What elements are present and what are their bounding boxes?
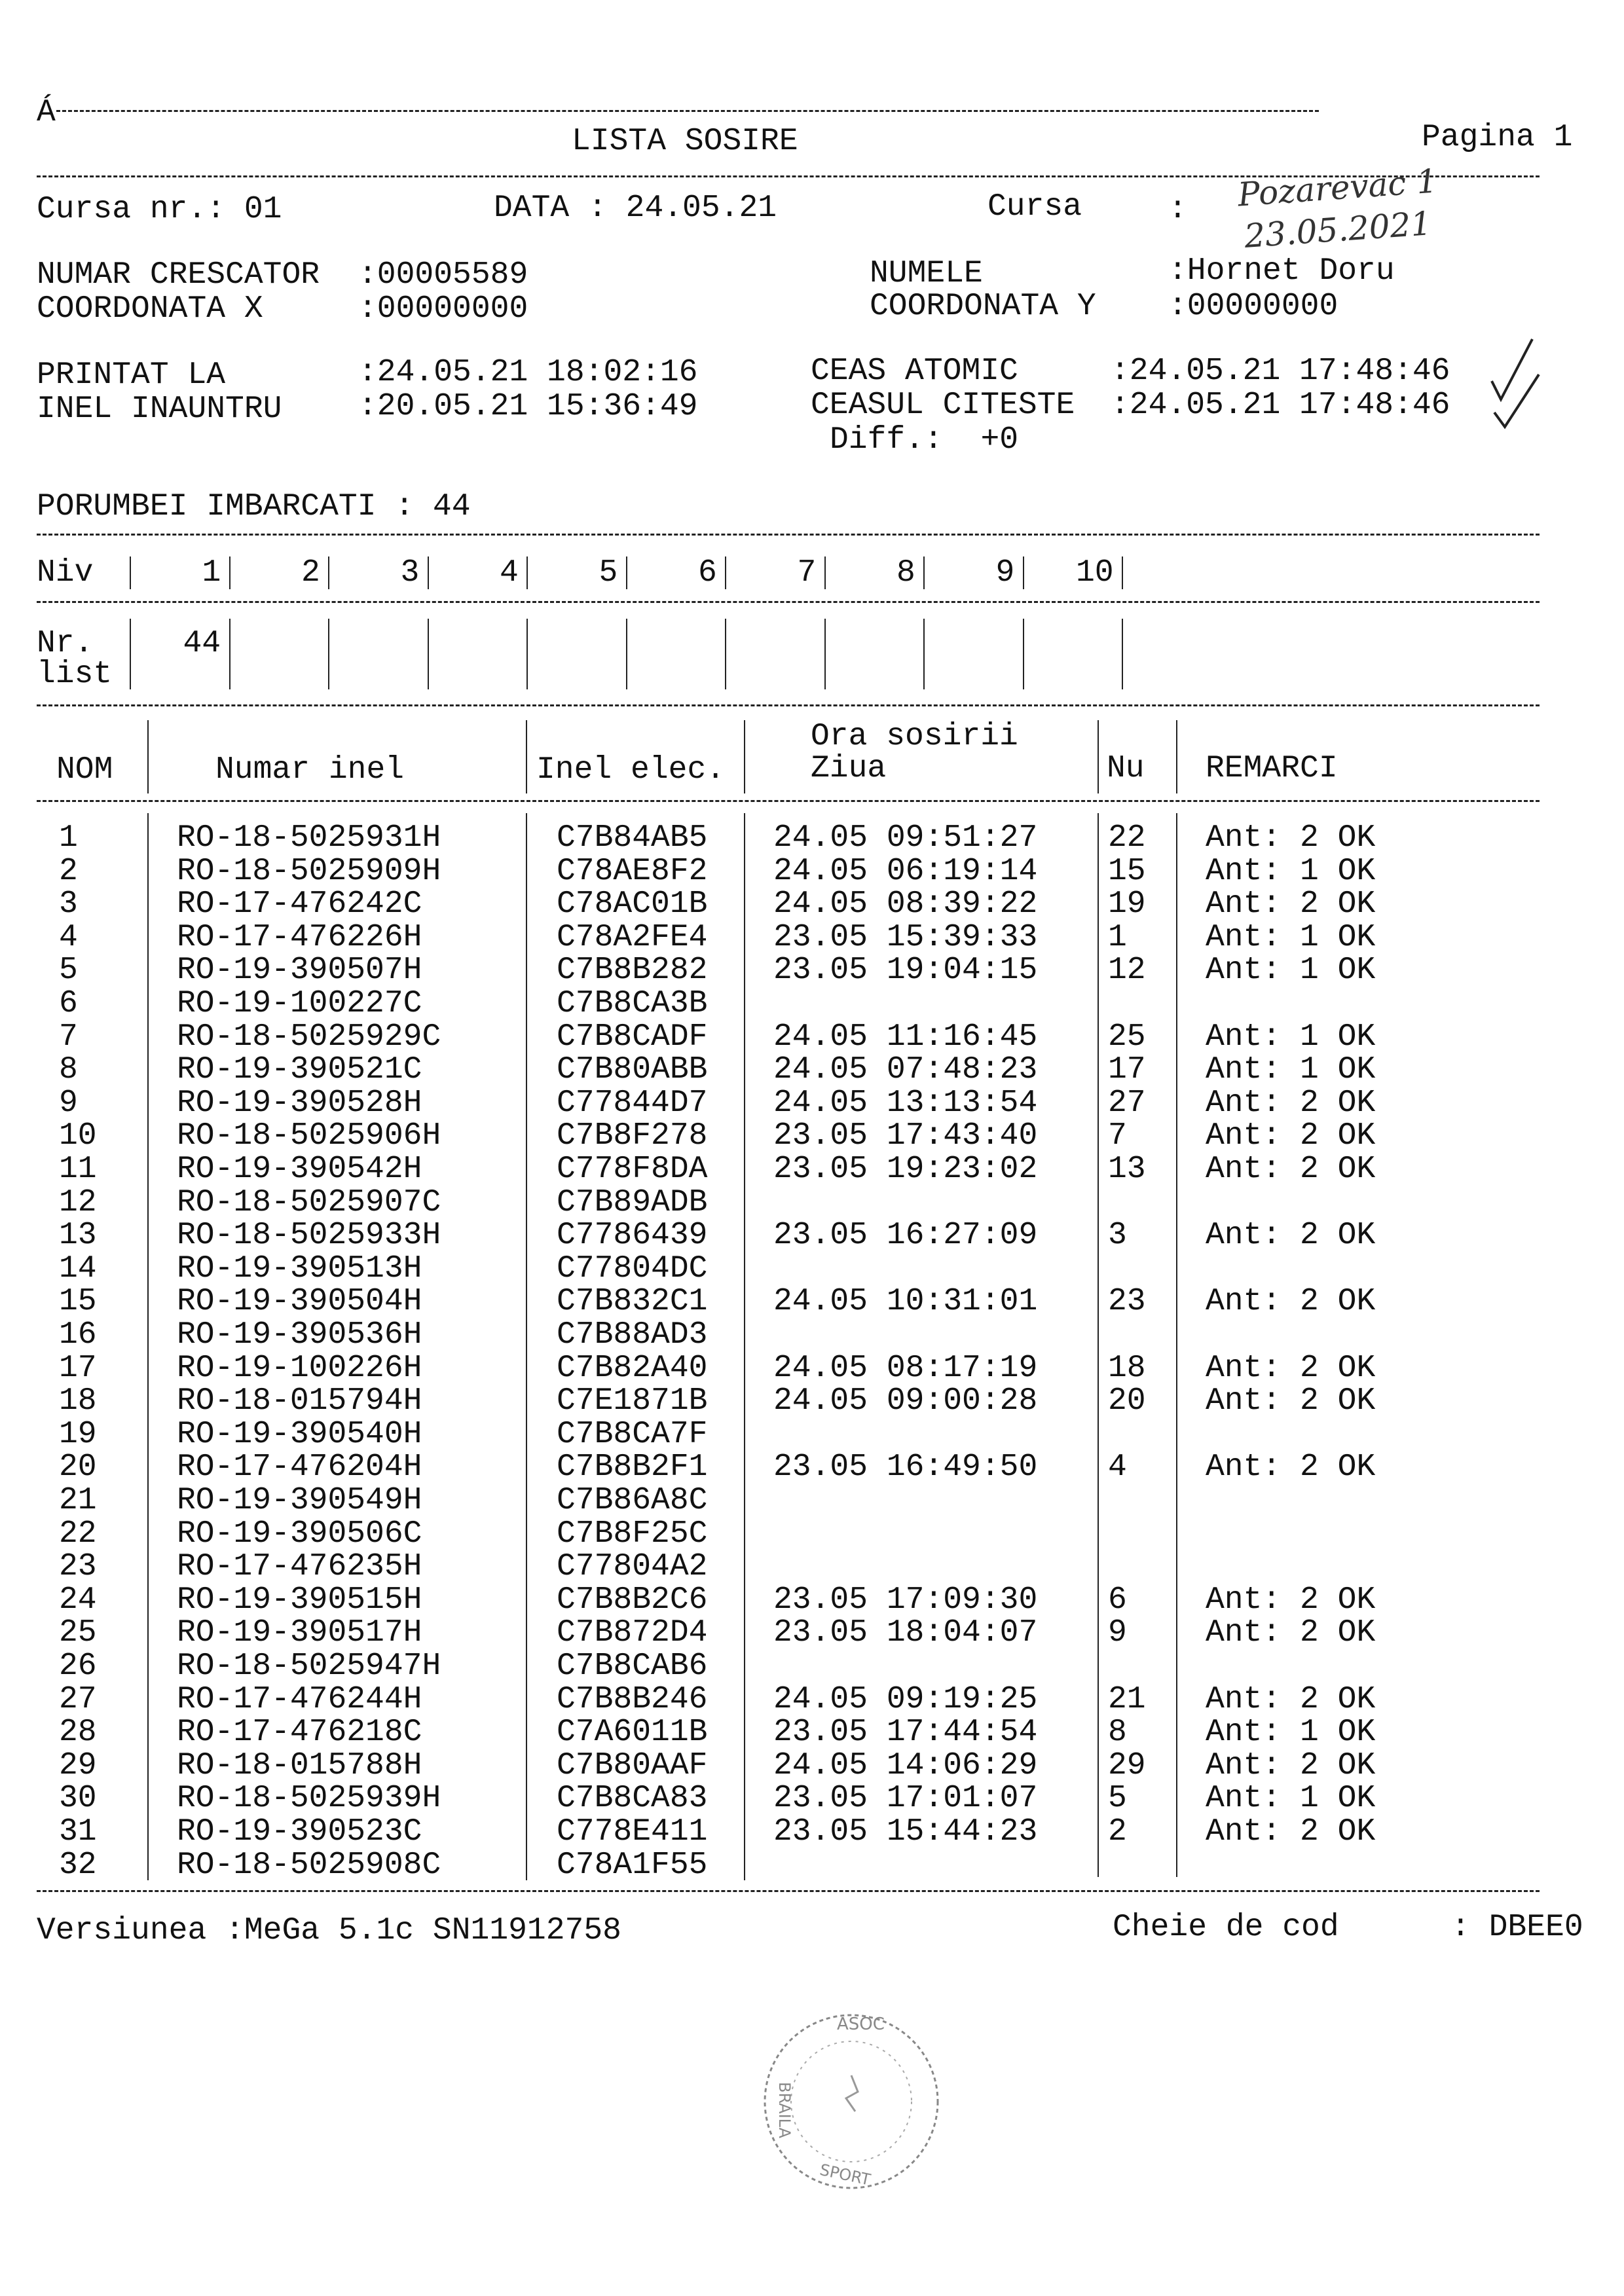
header-nu: Nu [1107, 751, 1145, 786]
race-date: DATA : 24.05.21 [494, 191, 777, 226]
printat-label: PRINTAT LA [37, 357, 226, 393]
column-divider [1098, 813, 1099, 1877]
level-divider [1023, 619, 1024, 689]
row-nom: 4 [59, 919, 78, 955]
row-position: 9 [1108, 1615, 1127, 1651]
row-arrival-time: 23.05 15:44:23 [773, 1814, 1038, 1850]
ceas-atomic-label: CEAS ATOMIC [811, 354, 1018, 389]
numar-crescator-value: :00005589 [358, 257, 528, 293]
row-position: 20 [1108, 1383, 1146, 1419]
row-remarks: Ant: 2 OK [1206, 1218, 1376, 1254]
row-nom: 18 [59, 1383, 97, 1419]
row-ring-number: RO-18-015788H [177, 1747, 422, 1783]
row-electronic-ring: C7B80ABB [557, 1052, 708, 1088]
header-ziua: Ziua [811, 751, 887, 786]
row-arrival-time: 23.05 18:04:07 [773, 1615, 1038, 1651]
row-electronic-ring: C78A2FE4 [557, 919, 708, 955]
level-divider [923, 619, 925, 689]
level-divider [1122, 619, 1123, 689]
row-ring-number: RO-18-015794H [177, 1383, 422, 1419]
level-number: 7 [797, 555, 817, 591]
row-electronic-ring: C7B8B2C6 [557, 1582, 708, 1618]
level-divider [526, 619, 528, 689]
cursa-number: Cursa nr.: 01 [37, 192, 282, 227]
row-position: 13 [1108, 1152, 1146, 1187]
row-electronic-ring: C7B84AB5 [557, 820, 708, 856]
level-number: 4 [500, 555, 519, 591]
row-position: 6 [1108, 1582, 1127, 1618]
row-ring-number: RO-19-390513H [177, 1250, 422, 1286]
row-nom: 17 [59, 1350, 97, 1386]
row-arrival-time: 23.05 16:27:09 [773, 1218, 1038, 1254]
row-electronic-ring: C7B82A40 [557, 1350, 708, 1386]
row-electronic-ring: C7B8CA7F [557, 1416, 708, 1452]
row-arrival-time: 24.05 06:19:14 [773, 853, 1038, 889]
corner-mark: Á [37, 95, 56, 130]
column-divider [147, 720, 149, 793]
row-position: 23 [1108, 1284, 1146, 1320]
row-electronic-ring: C7B8CADF [557, 1019, 708, 1055]
row-ring-number: RO-19-390528H [177, 1085, 422, 1121]
row-ring-number: RO-17-476242C [177, 886, 422, 922]
column-divider [744, 720, 745, 793]
row-electronic-ring: C7B8CAB6 [557, 1649, 708, 1684]
divider [37, 1890, 1540, 1892]
row-electronic-ring: C77844D7 [557, 1085, 708, 1121]
level-divider [626, 619, 627, 689]
row-ring-number: RO-19-390517H [177, 1615, 422, 1651]
row-electronic-ring: C7B832C1 [557, 1284, 708, 1320]
level-number: 8 [896, 555, 915, 591]
row-remarks: Ant: 1 OK [1206, 853, 1376, 889]
row-arrival-time: 23.05 17:09:30 [773, 1582, 1038, 1618]
column-divider [526, 813, 527, 1880]
header-inel-elec: Inel elec. [536, 752, 726, 788]
header-nom: NOM [56, 752, 113, 788]
row-position: 5 [1108, 1781, 1127, 1817]
row-ring-number: RO-19-390504H [177, 1284, 422, 1320]
row-remarks: Ant: 2 OK [1206, 1284, 1376, 1320]
row-electronic-ring: C7E1871B [557, 1383, 708, 1419]
numar-crescator-label: NUMAR CRESCATOR [37, 257, 320, 293]
row-remarks: Ant: 2 OK [1206, 1582, 1376, 1618]
row-nom: 24 [59, 1582, 97, 1618]
row-electronic-ring: C7B80AAF [557, 1747, 708, 1783]
row-nom: 31 [59, 1814, 97, 1850]
level-divider [328, 619, 329, 689]
row-nom: 20 [59, 1449, 97, 1485]
row-electronic-ring: C78A1F55 [557, 1847, 708, 1883]
row-nom: 23 [59, 1549, 97, 1585]
row-nom: 1 [59, 820, 78, 856]
row-electronic-ring: C7B8CA3B [557, 986, 708, 1021]
row-electronic-ring: C77804A2 [557, 1549, 708, 1585]
row-arrival-time: 24.05 09:19:25 [773, 1681, 1038, 1717]
row-remarks: Ant: 1 OK [1206, 1019, 1376, 1055]
row-nom: 2 [59, 853, 78, 889]
row-ring-number: RO-18-5025939H [177, 1781, 441, 1817]
row-ring-number: RO-17-476218C [177, 1715, 422, 1751]
row-ring-number: RO-17-476226H [177, 919, 422, 955]
header-ora-sosirii: Ora sosirii [811, 719, 1018, 754]
row-arrival-time: 24.05 08:39:22 [773, 886, 1038, 922]
row-nom: 13 [59, 1218, 97, 1254]
row-arrival-time: 23.05 19:23:02 [773, 1152, 1038, 1187]
row-nom: 22 [59, 1516, 97, 1552]
level-divider [130, 619, 131, 689]
level-divider [328, 556, 329, 589]
row-ring-number: RO-17-476204H [177, 1449, 422, 1485]
stamp-top-text: ASOC [837, 2014, 885, 2034]
row-electronic-ring: C7B86A8C [557, 1483, 708, 1518]
level-divider [130, 556, 131, 589]
top-divider [56, 110, 1319, 112]
level-divider [428, 619, 429, 689]
row-ring-number: RO-18-5025947H [177, 1649, 441, 1684]
row-arrival-time: 24.05 14:06:29 [773, 1747, 1038, 1783]
row-position: 21 [1108, 1681, 1146, 1717]
row-ring-number: RO-17-476235H [177, 1549, 422, 1585]
row-nom: 19 [59, 1416, 97, 1452]
level-number: 5 [599, 555, 618, 591]
header-remarci: REMARCI [1206, 751, 1338, 786]
divider [37, 534, 1540, 536]
row-position: 29 [1108, 1747, 1146, 1783]
row-ring-number: RO-19-390540H [177, 1416, 422, 1452]
row-ring-number: RO-19-390536H [177, 1317, 422, 1353]
row-position: 25 [1108, 1019, 1146, 1055]
row-nom: 16 [59, 1317, 97, 1353]
row-nom: 5 [59, 953, 78, 989]
stamp-left-text: BRAILA [775, 2082, 794, 2139]
row-arrival-time: 24.05 08:17:19 [773, 1350, 1038, 1386]
row-remarks: Ant: 1 OK [1206, 1781, 1376, 1817]
row-remarks: Ant: 1 OK [1206, 1052, 1376, 1088]
row-nom: 28 [59, 1715, 97, 1751]
row-electronic-ring: C78AE8F2 [557, 853, 708, 889]
nr-list-label-2: list [37, 657, 113, 692]
row-electronic-ring: C7B8B282 [557, 953, 708, 989]
row-position: 17 [1108, 1052, 1146, 1088]
row-electronic-ring: C7786439 [557, 1218, 708, 1254]
header-numar-inel: Numar inel [215, 752, 405, 788]
level-divider [824, 619, 826, 689]
column-divider [744, 813, 745, 1880]
row-position: 22 [1108, 820, 1146, 856]
row-arrival-time: 23.05 16:49:50 [773, 1449, 1038, 1485]
level-divider [428, 556, 429, 589]
divider [37, 601, 1540, 603]
column-divider [526, 720, 527, 793]
row-nom: 26 [59, 1649, 97, 1684]
coord-x-value: :00000000 [358, 291, 528, 327]
level-divider [229, 556, 231, 589]
row-ring-number: RO-18-5025933H [177, 1218, 441, 1254]
divider [37, 704, 1540, 706]
clock-diff: Diff.: +0 [830, 422, 1019, 458]
row-remarks: Ant: 2 OK [1206, 1615, 1376, 1651]
level-divider [1122, 556, 1123, 589]
inel-inauntru-value: :20.05.21 15:36:49 [358, 389, 698, 424]
level-divider [725, 619, 726, 689]
row-ring-number: RO-19-390521C [177, 1052, 422, 1088]
row-nom: 3 [59, 886, 78, 922]
level-number: 2 [301, 555, 320, 591]
row-ring-number: RO-18-5025909H [177, 853, 441, 889]
row-remarks: Ant: 2 OK [1206, 1814, 1376, 1850]
row-position: 4 [1108, 1449, 1127, 1485]
row-ring-number: RO-19-390507H [177, 953, 422, 989]
row-remarks: Ant: 2 OK [1206, 1152, 1376, 1187]
cursa-colon: : [1168, 192, 1187, 227]
row-arrival-time: 23.05 17:01:07 [773, 1781, 1038, 1817]
row-position: 18 [1108, 1350, 1146, 1386]
key-value: : DBEE0 [1451, 1910, 1583, 1945]
inel-inauntru-label: INEL INAUNTRU [37, 392, 282, 427]
row-remarks: Ant: 2 OK [1206, 1085, 1376, 1121]
row-nom: 29 [59, 1747, 97, 1783]
row-remarks: Ant: 2 OK [1206, 820, 1376, 856]
association-stamp [753, 2003, 950, 2200]
row-nom: 12 [59, 1184, 97, 1220]
row-remarks: Ant: 2 OK [1206, 886, 1376, 922]
row-remarks: Ant: 2 OK [1206, 1449, 1376, 1485]
level-divider [1023, 556, 1024, 589]
level-number: 1 [202, 555, 221, 591]
row-ring-number: RO-19-390515H [177, 1582, 422, 1618]
level-number: 3 [400, 555, 420, 591]
row-nom: 7 [59, 1019, 78, 1055]
numele-value: :Hornet Doru [1168, 253, 1395, 289]
row-nom: 30 [59, 1781, 97, 1817]
row-electronic-ring: C7B872D4 [557, 1615, 708, 1651]
row-electronic-ring: C7B8CA83 [557, 1781, 708, 1817]
level-number: 10 [1076, 555, 1114, 591]
row-ring-number: RO-18-5025929C [177, 1019, 441, 1055]
row-ring-number: RO-19-390506C [177, 1516, 422, 1552]
printat-value: :24.05.21 18:02:16 [358, 355, 698, 390]
coord-x-label: COORDONATA X [37, 291, 263, 327]
level-number: 6 [698, 555, 717, 591]
row-electronic-ring: C778F8DA [557, 1152, 708, 1187]
row-position: 12 [1108, 953, 1146, 989]
ceasul-citeste-label: CEASUL CITESTE [811, 388, 1075, 423]
row-remarks: Ant: 2 OK [1206, 1383, 1376, 1419]
key-label: Cheie de cod [1113, 1910, 1339, 1945]
row-arrival-time: 23.05 15:39:33 [773, 919, 1038, 955]
row-nom: 25 [59, 1615, 97, 1651]
row-nom: 14 [59, 1250, 97, 1286]
row-remarks: Ant: 2 OK [1206, 1350, 1376, 1386]
row-electronic-ring: C7B89ADB [557, 1184, 708, 1220]
column-divider [1176, 813, 1177, 1877]
row-ring-number: RO-17-476244H [177, 1681, 422, 1717]
row-nom: 8 [59, 1052, 78, 1088]
row-position: 15 [1108, 853, 1146, 889]
row-arrival-time: 23.05 17:44:54 [773, 1715, 1038, 1751]
row-nom: 11 [59, 1152, 97, 1187]
row-electronic-ring: C78AC01B [557, 886, 708, 922]
level-divider [526, 556, 528, 589]
row-remarks: Ant: 1 OK [1206, 953, 1376, 989]
row-arrival-time: 23.05 19:04:15 [773, 953, 1038, 989]
page-number: Pagina 1 [1422, 120, 1573, 155]
column-divider [1098, 720, 1099, 793]
row-ring-number: RO-18-5025906H [177, 1118, 441, 1154]
row-remarks: Ant: 1 OK [1206, 919, 1376, 955]
row-electronic-ring: C7A6011B [557, 1715, 708, 1751]
row-ring-number: RO-19-100227C [177, 986, 422, 1021]
row-electronic-ring: C7B8B2F1 [557, 1449, 708, 1485]
row-position: 2 [1108, 1814, 1127, 1850]
row-remarks: Ant: 2 OK [1206, 1118, 1376, 1154]
nr-list-label-1: Nr. [37, 626, 94, 661]
column-divider [147, 813, 149, 1880]
handwritten-race-name: Pozarevac 1 [1236, 162, 1439, 214]
row-nom: 6 [59, 986, 78, 1021]
row-nom: 21 [59, 1483, 97, 1518]
row-remarks: Ant: 2 OK [1206, 1681, 1376, 1717]
ceasul-citeste-value: :24.05.21 17:48:46 [1111, 388, 1450, 423]
row-electronic-ring: C7B88AD3 [557, 1317, 708, 1353]
row-position: 8 [1108, 1715, 1127, 1751]
row-electronic-ring: C7B8F278 [557, 1118, 708, 1154]
row-ring-number: RO-19-390542H [177, 1152, 422, 1187]
row-nom: 9 [59, 1085, 78, 1121]
level-divider [626, 556, 627, 589]
column-divider [1176, 720, 1177, 793]
row-ring-number: RO-19-390549H [177, 1483, 422, 1518]
checkmark-icon [1486, 334, 1545, 432]
row-ring-number: RO-18-5025931H [177, 820, 441, 856]
porumbei-imbarcati: PORUMBEI IMBARCATI : 44 [37, 489, 471, 524]
row-electronic-ring: C7B8F25C [557, 1516, 708, 1552]
row-ring-number: RO-19-390523C [177, 1814, 422, 1850]
cursa-label: Cursa [987, 189, 1082, 225]
page-title: LISTA SOSIRE [572, 124, 798, 159]
coord-y-value: :00000000 [1168, 289, 1338, 324]
row-remarks: Ant: 2 OK [1206, 1747, 1376, 1783]
handwritten-race-date: 23.05.2021 [1243, 204, 1433, 255]
software-version: Versiunea :MeGa 5.1c SN11912758 [37, 1913, 621, 1948]
row-position: 7 [1108, 1118, 1127, 1154]
row-arrival-time: 24.05 11:16:45 [773, 1019, 1038, 1055]
row-arrival-time: 24.05 09:00:28 [773, 1383, 1038, 1419]
level-divider [229, 619, 231, 689]
numele-label: NUMELE [870, 256, 983, 291]
row-ring-number: RO-18-5025907C [177, 1184, 441, 1220]
level-divider [725, 556, 726, 589]
coord-y-label: COORDONATA Y [870, 289, 1096, 324]
level-divider [824, 556, 826, 589]
row-position: 3 [1108, 1218, 1127, 1254]
row-arrival-time: 24.05 09:51:27 [773, 820, 1038, 856]
row-nom: 32 [59, 1847, 97, 1883]
niv-label: Niv [37, 555, 94, 591]
divider [37, 800, 1540, 802]
row-nom: 10 [59, 1118, 97, 1154]
row-position: 19 [1108, 886, 1146, 922]
row-arrival-time: 24.05 13:13:54 [773, 1085, 1038, 1121]
row-remarks: Ant: 1 OK [1206, 1715, 1376, 1751]
row-ring-number: RO-18-5025908C [177, 1847, 441, 1883]
level-divider [923, 556, 925, 589]
row-nom: 15 [59, 1284, 97, 1320]
row-electronic-ring: C7B8B246 [557, 1681, 708, 1717]
row-electronic-ring: C778E411 [557, 1814, 708, 1850]
row-arrival-time: 23.05 17:43:40 [773, 1118, 1038, 1154]
row-nom: 27 [59, 1681, 97, 1717]
row-arrival-time: 24.05 10:31:01 [773, 1284, 1038, 1320]
row-electronic-ring: C77804DC [557, 1250, 708, 1286]
level-count: 44 [183, 626, 221, 661]
row-ring-number: RO-19-100226H [177, 1350, 422, 1386]
level-number: 9 [995, 555, 1015, 591]
ceas-atomic-value: :24.05.21 17:48:46 [1111, 354, 1450, 389]
stamp-bottom-text: SPORT [818, 2160, 872, 2189]
row-position: 27 [1108, 1085, 1146, 1121]
row-arrival-time: 24.05 07:48:23 [773, 1052, 1038, 1088]
row-position: 1 [1108, 919, 1127, 955]
